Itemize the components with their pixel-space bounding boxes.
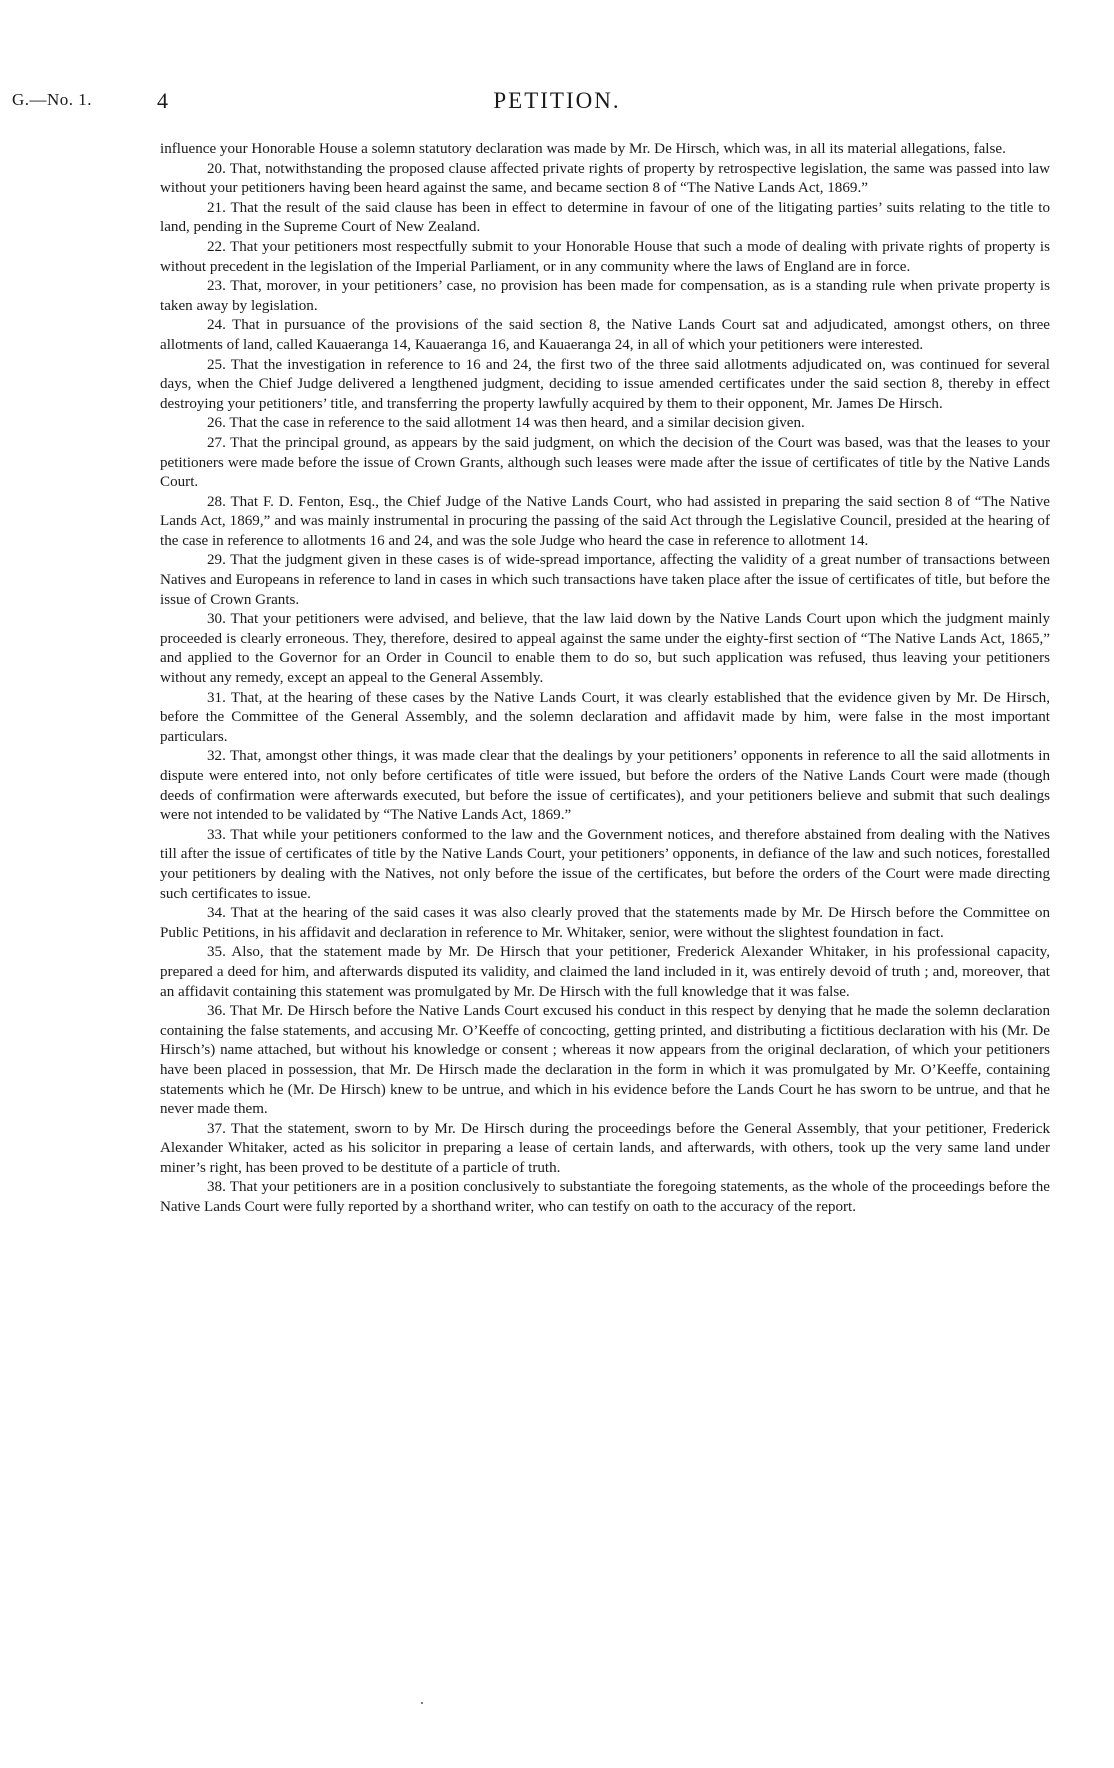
ink-speck (421, 1702, 423, 1704)
paragraph-21: 21. That the result of the said clause has been in effect to determine in favour of one of the litigating parties’ suits relating to the title to land, pending in the Supreme Court of New Zealand. (160, 199, 1050, 236)
document-reference: G.—No. 1. (12, 90, 93, 109)
continuation-paragraph: influence your Honorable House a solemn statutory declaration was made by Mr. De Hirsch, which was, in all its material allegations, false. (160, 141, 1006, 157)
page-title: PETITION. (493, 88, 621, 113)
page-number: 4 (157, 88, 168, 113)
paragraph-28: 28. That F. D. Fenton, Esq., the Chief Judge of the Native Lands Court, who had assisted in preparing the said section 8 of “The Native Lands Act, 1869,” and was mainly instrumental in procuring the passing of the said Act through the Legislative Council, presided at the hearing of the case in reference to allotments 16 and 24, and was the sole Judge who heard the case in reference to allotment 14. (160, 493, 1050, 549)
paragraph-38: 38. That your petitioners are in a position conclusively to substantiate the foregoing statements, as the whole of the proceedings before the Native Lands Court were fully reported by a shorthand writer, who can testify on oath to the accuracy of the report. (160, 1179, 1050, 1216)
paragraph-35: 35. Also, that the statement made by Mr. De Hirsch that your petitioner, Frederick Alexander Whitaker, in his professional capacity, prepared a deed for him, and afterwards disputed its validity, and claimed the land included in it, was entirely devoid of truth ; and, moreover, that an affidavit containing this statement was promulgated by Mr. De Hirsch with the full knowledge that it was false. (160, 944, 1050, 1000)
paragraph-22: 22. That your petitioners most respectfully submit to your Honorable House that such a mode of dealing with private rights of property is without precedent in the legislation of the Imperial Parliament, or in any community where the laws of England are in force. (160, 238, 1050, 275)
paragraph-32: 32. That, amongst other things, it was made clear that the dealings by your petitioners’ opponents in reference to all the said allotments in dispute were entered into, not only before certificates of title were issued, but before the orders of the Native Lands Court were made (though deeds of confirmation were afterwards executed, but before the issue of certificates), and your petitioners believe and submit that such dealings were not intended to be validated by “The Native Lands Act, 1869.” (160, 748, 1050, 824)
paragraph-25: 25. That the investigation in reference to 16 and 24, the first two of the three said allotments adjudicated on, was continued for several days, when the Chief Judge delivered a lengthened judgment, deciding to issue amended certificates under the said section 8, thereby in effect destroying your petitioners’ title, and transferring the property lawfully acquired by them to their opponent, Mr. James De Hirsch. (160, 356, 1050, 412)
paragraph-33: 33. That while your petitioners conformed to the law and the Government notices, and therefore abstained from dealing with the Natives till after the issue of certificates of title by the Native Lands Court, your petitioners’ opponents, in defiance of the law and such notices, forestalled your petitioners by dealing with the Natives, not only before the issue of the certificates, but before the orders of the Court were made directing such certificates to issue. (160, 826, 1050, 902)
paragraph-20: 20. That, notwithstanding the proposed clause affected private rights of property by retrospective legislation, the same was passed into law without your petitioners having been heard against the same, and became section 8 of “The Native Lands Act, 1869.” (160, 160, 1050, 197)
paragraph-23: 23. That, morover, in your petitioners’ case, no provision has been made for compensation, as is a standing rule when private property is taken away by legislation. (160, 278, 1050, 314)
paragraph-34: 34. That at the hearing of the said cases it was also clearly proved that the statements made by Mr. De Hirsch before the Committee on Public Petitions, in his affidavit and declaration in reference to Mr. Whitaker, senior, were without the slightest foundation in fact. (160, 905, 1050, 941)
paragraph-30: 30. That your petitioners were advised, and believe, that the law laid down by the Native Lands Court upon which the judgment mainly proceeded is clearly erroneous. They, therefore, desired to appeal against the same under the eighty-first section of “The Native Lands Act, 1865,” and applied to the Governor for an Order in Council to enable them to do so, but such application was refused, thus leaving your petitioners without any remedy, except an appeal to the General Assembly. (160, 611, 1050, 687)
paragraph-27: 27. That the principal ground, as appears by the said judgment, on which the decision of the Court was based, was that the leases to your petitioners were made before the issue of Crown Grants, although such leases were made after the issue of certificates of title by the Native Lands Court. (160, 434, 1050, 491)
petition-body (160, 140, 1050, 1218)
paragraph-24: 24. That in pursuance of the provisions of the said section 8, the Native Lands Court sat and adjudicated, amongst others, on three allotments of land, called Kauaeranga 14, Kauaeranga 16, and Kauaeranga 24, in all of which your petitioners were interested. (160, 317, 1050, 353)
paragraph-31: 31. That, at the hearing of these cases by the Native Lands Court, it was clearly established that the evidence given by Mr. De Hirsch, before the Committee of the General Assembly, and the solemn declaration and affidavit made by him, were false in the most important particulars. (160, 689, 1050, 745)
paragraph-36: 36. That Mr. De Hirsch before the Native Lands Court excused his conduct in this respect by denying that he made the solemn declaration containing the false statements, and accusing Mr. O’Keeffe of concocting, getting printed, and distributing a fictitious declaration with his (Mr. De Hirsch’s) name attached, but without his knowledge or consent ; whereas it now appears from the original declaration, of which your petitioners have been placed in possession, that Mr. De Hirsch made the declaration in the form in which it was promulgated by Mr. O’Keeffe, containing statements which he (Mr. De Hirsch) knew to be untrue, and which in his evidence before the Lands Court he has sworn to be untrue, and that he never made them. (160, 1003, 1050, 1118)
paragraph-26: 26. That the case in reference to the said allotment 14 was then heard, and a similar decision given. (207, 415, 805, 432)
paragraph-29: 29. That the judgment given in these cases is of wide-spread importance, affecting the validity of a great number of transactions between Natives and Europeans in reference to land in cases in which such transactions have taken place after the issue of certificates of title, but before the issue of Crown Grants. (160, 552, 1050, 608)
paragraph-37: 37. That the statement, sworn to by Mr. De Hirsch during the proceedings before the General Assembly, that your petitioner, Frederick Alexander Whitaker, acted as his solicitor in preparing a lease of certain lands, and afterwards, with others, took up the very same land under miner’s right, has been proved to be destitute of a particle of truth. (160, 1120, 1050, 1176)
page-header (0, 88, 1114, 118)
